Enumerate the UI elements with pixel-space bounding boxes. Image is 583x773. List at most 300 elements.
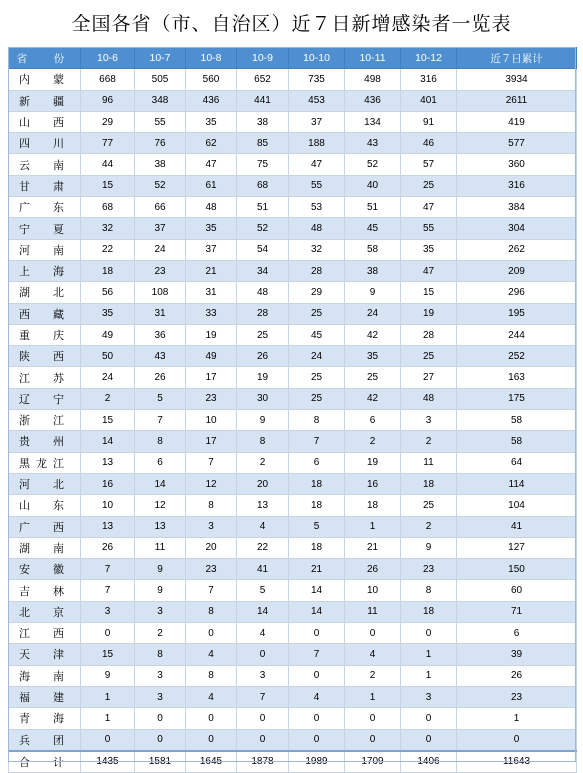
value-cell: 57 [401,154,457,175]
value-cell: 436 [345,90,401,111]
province-cell: 广 西 [9,516,81,537]
column-header-date: 10-6 [81,48,135,69]
value-cell: 1 [81,708,135,729]
value-cell: 32 [289,239,345,260]
column-header-date: 10-7 [135,48,186,69]
province-cell: 甘 肃 [9,175,81,196]
value-cell: 18 [81,260,135,281]
table-row [9,260,577,281]
column-header-date: 10-10 [289,48,345,69]
table-row [9,367,577,388]
value-cell: 55 [401,218,457,239]
value-cell: 8 [186,601,237,622]
total-cell: 304 [457,218,577,239]
total-cell: 64 [457,452,577,473]
value-cell: 0 [289,729,345,751]
value-cell: 53 [289,197,345,218]
total-cell: 209 [457,260,577,281]
value-cell: 18 [289,473,345,494]
value-cell: 0 [289,665,345,686]
total-cell: 195 [457,303,577,324]
table-row [9,516,577,537]
value-cell: 54 [237,239,289,260]
value-cell: 51 [345,197,401,218]
table-row [9,388,577,409]
value-cell: 10 [186,410,237,431]
value-cell: 20 [237,473,289,494]
value-cell: 436 [186,90,237,111]
value-cell: 37 [186,239,237,260]
value-cell: 5 [135,388,186,409]
table-row [9,473,577,494]
total-row [9,751,577,773]
table-row [9,90,577,111]
value-cell: 18 [345,495,401,516]
province-cell: 兵 团 [9,729,81,751]
value-cell: 0 [401,708,457,729]
total-value: 1581 [135,751,186,773]
value-cell: 40 [345,175,401,196]
value-cell: 0 [237,644,289,665]
value-cell: 3 [237,665,289,686]
total-cell: 26 [457,665,577,686]
value-cell: 24 [289,346,345,367]
value-cell: 12 [186,473,237,494]
value-cell: 51 [237,197,289,218]
total-cell: 23 [457,686,577,707]
table-row [9,282,577,303]
value-cell: 13 [237,495,289,516]
table-row [9,197,577,218]
value-cell: 18 [289,537,345,558]
value-cell: 13 [135,516,186,537]
column-header-province: 省 份 [9,48,81,69]
value-cell: 19 [345,452,401,473]
value-cell: 26 [81,537,135,558]
province-cell: 广 东 [9,197,81,218]
total-cell: 41 [457,516,577,537]
total-cell: 2611 [457,90,577,111]
value-cell: 41 [237,559,289,580]
value-cell: 35 [345,346,401,367]
province-cell: 山 东 [9,495,81,516]
value-cell: 25 [289,388,345,409]
value-cell: 48 [186,197,237,218]
province-cell: 云 南 [9,154,81,175]
table-row [9,559,577,580]
column-header-date: 10-9 [237,48,289,69]
value-cell: 25 [345,367,401,388]
value-cell: 22 [81,239,135,260]
total-cell: 262 [457,239,577,260]
value-cell: 31 [186,282,237,303]
value-cell: 9 [401,537,457,558]
value-cell: 8 [135,644,186,665]
province-cell: 上 海 [9,260,81,281]
value-cell: 4 [186,644,237,665]
value-cell: 2 [401,431,457,452]
total-value: 1709 [345,751,401,773]
value-cell: 0 [186,708,237,729]
value-cell: 47 [289,154,345,175]
value-cell: 6 [135,452,186,473]
value-cell: 52 [345,154,401,175]
province-cell: 山 西 [9,111,81,132]
province-cell: 重 庆 [9,324,81,345]
table-body [9,69,577,751]
value-cell: 1 [345,686,401,707]
value-cell: 35 [401,239,457,260]
value-cell: 9 [135,580,186,601]
table-row [9,410,577,431]
value-cell: 96 [81,90,135,111]
value-cell: 18 [401,473,457,494]
value-cell: 7 [186,452,237,473]
province-cell: 黑龙江 [9,452,81,473]
value-cell: 52 [135,175,186,196]
value-cell: 42 [345,388,401,409]
value-cell: 15 [401,282,457,303]
province-cell: 福 建 [9,686,81,707]
value-cell: 316 [401,69,457,90]
value-cell: 25 [289,303,345,324]
value-cell: 5 [289,516,345,537]
value-cell: 3 [81,601,135,622]
value-cell: 9 [135,559,186,580]
value-cell: 26 [135,367,186,388]
value-cell: 8 [401,580,457,601]
value-cell: 2 [345,431,401,452]
province-cell: 青 海 [9,708,81,729]
value-cell: 77 [81,133,135,154]
table-row [9,69,577,90]
table-row [9,431,577,452]
value-cell: 2 [237,452,289,473]
value-cell: 9 [345,282,401,303]
total-cell: 71 [457,601,577,622]
value-cell: 43 [135,346,186,367]
value-cell: 20 [186,537,237,558]
page-title: 全国各省（市、自治区）近７日新增感染者一览表 [71,12,512,35]
total-value: 1878 [237,751,289,773]
value-cell: 1 [401,644,457,665]
value-cell: 68 [81,197,135,218]
value-cell: 56 [81,282,135,303]
value-cell: 26 [345,559,401,580]
value-cell: 35 [186,111,237,132]
total-cell: 384 [457,197,577,218]
value-cell: 29 [289,282,345,303]
total-cell: 175 [457,388,577,409]
value-cell: 7 [81,559,135,580]
value-cell: 25 [401,346,457,367]
value-cell: 17 [186,431,237,452]
total-cell: 419 [457,111,577,132]
province-cell: 江 西 [9,623,81,644]
table-row [9,665,577,686]
value-cell: 14 [81,431,135,452]
value-cell: 6 [345,410,401,431]
value-cell: 46 [401,133,457,154]
value-cell: 441 [237,90,289,111]
province-cell: 辽 宁 [9,388,81,409]
column-header-7day-total: 近７日累计 [457,48,577,69]
total-cell: 114 [457,473,577,494]
value-cell: 4 [237,516,289,537]
value-cell: 28 [237,303,289,324]
value-cell: 48 [289,218,345,239]
total-cell: 3934 [457,69,577,90]
value-cell: 10 [81,495,135,516]
value-cell: 0 [345,729,401,751]
table-row [9,111,577,132]
value-cell: 0 [401,623,457,644]
province-cell: 河 北 [9,473,81,494]
value-cell: 47 [401,197,457,218]
value-cell: 0 [135,708,186,729]
value-cell: 61 [186,175,237,196]
column-header-date: 10-12 [401,48,457,69]
value-cell: 33 [186,303,237,324]
column-header-date: 10-8 [186,48,237,69]
value-cell: 453 [289,90,345,111]
value-cell: 58 [345,239,401,260]
value-cell: 14 [289,601,345,622]
table-row [9,686,577,707]
value-cell: 35 [186,218,237,239]
value-cell: 1 [81,686,135,707]
province-cell: 陕 西 [9,346,81,367]
value-cell: 11 [135,537,186,558]
value-cell: 25 [289,367,345,388]
value-cell: 35 [81,303,135,324]
value-cell: 4 [237,623,289,644]
value-cell: 32 [81,218,135,239]
value-cell: 66 [135,197,186,218]
value-cell: 14 [289,580,345,601]
value-cell: 23 [186,388,237,409]
province-cell: 贵 州 [9,431,81,452]
value-cell: 44 [81,154,135,175]
value-cell: 37 [289,111,345,132]
value-cell: 21 [345,537,401,558]
value-cell: 45 [345,218,401,239]
value-cell: 735 [289,69,345,90]
value-cell: 12 [135,495,186,516]
value-cell: 9 [81,665,135,686]
table-row [9,601,577,622]
table-row [9,303,577,324]
value-cell: 62 [186,133,237,154]
table-footer [9,751,577,773]
total-value: 1989 [289,751,345,773]
province-cell: 西 藏 [9,303,81,324]
value-cell: 36 [135,324,186,345]
table-row [9,708,577,729]
value-cell: 13 [81,516,135,537]
value-cell: 7 [289,431,345,452]
value-cell: 3 [186,516,237,537]
value-cell: 7 [81,580,135,601]
total-cell: 577 [457,133,577,154]
value-cell: 15 [81,175,135,196]
value-cell: 48 [237,282,289,303]
column-header-date: 10-11 [345,48,401,69]
value-cell: 0 [135,729,186,751]
total-cell: 127 [457,537,577,558]
value-cell: 10 [345,580,401,601]
province-cell: 江 苏 [9,367,81,388]
value-cell: 2 [81,388,135,409]
value-cell: 15 [81,644,135,665]
table-row [9,346,577,367]
value-cell: 19 [186,324,237,345]
value-cell: 11 [345,601,401,622]
value-cell: 652 [237,69,289,90]
value-cell: 18 [289,495,345,516]
province-cell: 天 津 [9,644,81,665]
value-cell: 3 [135,601,186,622]
value-cell: 27 [401,367,457,388]
value-cell: 188 [289,133,345,154]
value-cell: 3 [135,686,186,707]
table-row [9,154,577,175]
value-cell: 1 [401,665,457,686]
value-cell: 0 [186,729,237,751]
total-value: 1645 [186,751,237,773]
total-cell: 0 [457,729,577,751]
value-cell: 7 [186,580,237,601]
table-row [9,175,577,196]
value-cell: 85 [237,133,289,154]
value-cell: 45 [289,324,345,345]
value-cell: 68 [237,175,289,196]
province-cell: 安 徽 [9,559,81,580]
total-label: 合 计 [9,751,81,773]
value-cell: 4 [345,644,401,665]
province-cell: 浙 江 [9,410,81,431]
value-cell: 7 [135,410,186,431]
total-cell: 252 [457,346,577,367]
table-row [9,729,577,751]
value-cell: 0 [345,708,401,729]
value-cell: 3 [401,410,457,431]
value-cell: 31 [135,303,186,324]
value-cell: 668 [81,69,135,90]
total-value: 1435 [81,751,135,773]
table-row [9,239,577,260]
value-cell: 23 [186,559,237,580]
value-cell: 108 [135,282,186,303]
value-cell: 2 [135,623,186,644]
value-cell: 8 [186,665,237,686]
total-cell: 6 [457,623,577,644]
total-cell: 163 [457,367,577,388]
infection-table [8,47,577,773]
total-cell: 60 [457,580,577,601]
value-cell: 26 [237,346,289,367]
value-cell: 49 [186,346,237,367]
table-row [9,644,577,665]
value-cell: 560 [186,69,237,90]
value-cell: 25 [237,324,289,345]
value-cell: 0 [401,729,457,751]
value-cell: 134 [345,111,401,132]
value-cell: 47 [186,154,237,175]
value-cell: 0 [81,623,135,644]
table-row [9,218,577,239]
value-cell: 91 [401,111,457,132]
table-row [9,537,577,558]
value-cell: 55 [135,111,186,132]
total-cell: 316 [457,175,577,196]
value-cell: 14 [135,473,186,494]
table-row [9,324,577,345]
value-cell: 348 [135,90,186,111]
table-row [9,623,577,644]
value-cell: 9 [237,410,289,431]
value-cell: 17 [186,367,237,388]
province-cell: 内 蒙 [9,69,81,90]
value-cell: 16 [81,473,135,494]
value-cell: 1 [345,516,401,537]
value-cell: 401 [401,90,457,111]
value-cell: 19 [401,303,457,324]
total-value: 1406 [401,751,457,773]
value-cell: 38 [135,154,186,175]
total-cell: 244 [457,324,577,345]
province-cell: 北 京 [9,601,81,622]
value-cell: 2 [401,516,457,537]
value-cell: 6 [289,452,345,473]
value-cell: 11 [401,452,457,473]
value-cell: 24 [135,239,186,260]
value-cell: 4 [186,686,237,707]
province-cell: 吉 林 [9,580,81,601]
province-cell: 河 南 [9,239,81,260]
table-row [9,495,577,516]
value-cell: 15 [81,410,135,431]
value-cell: 7 [289,644,345,665]
value-cell: 76 [135,133,186,154]
table-row [9,580,577,601]
value-cell: 38 [345,260,401,281]
total-cell: 150 [457,559,577,580]
value-cell: 2 [345,665,401,686]
value-cell: 16 [345,473,401,494]
value-cell: 50 [81,346,135,367]
value-cell: 75 [237,154,289,175]
value-cell: 22 [237,537,289,558]
value-cell: 505 [135,69,186,90]
value-cell: 48 [401,388,457,409]
value-cell: 21 [289,559,345,580]
value-cell: 0 [345,623,401,644]
value-cell: 3 [135,665,186,686]
total-cell: 360 [457,154,577,175]
province-cell: 四 川 [9,133,81,154]
value-cell: 52 [237,218,289,239]
value-cell: 49 [81,324,135,345]
value-cell: 4 [289,686,345,707]
value-cell: 8 [289,410,345,431]
value-cell: 13 [81,452,135,473]
value-cell: 30 [237,388,289,409]
total-cell: 58 [457,410,577,431]
value-cell: 23 [135,260,186,281]
total-cell: 104 [457,495,577,516]
province-cell: 宁 夏 [9,218,81,239]
